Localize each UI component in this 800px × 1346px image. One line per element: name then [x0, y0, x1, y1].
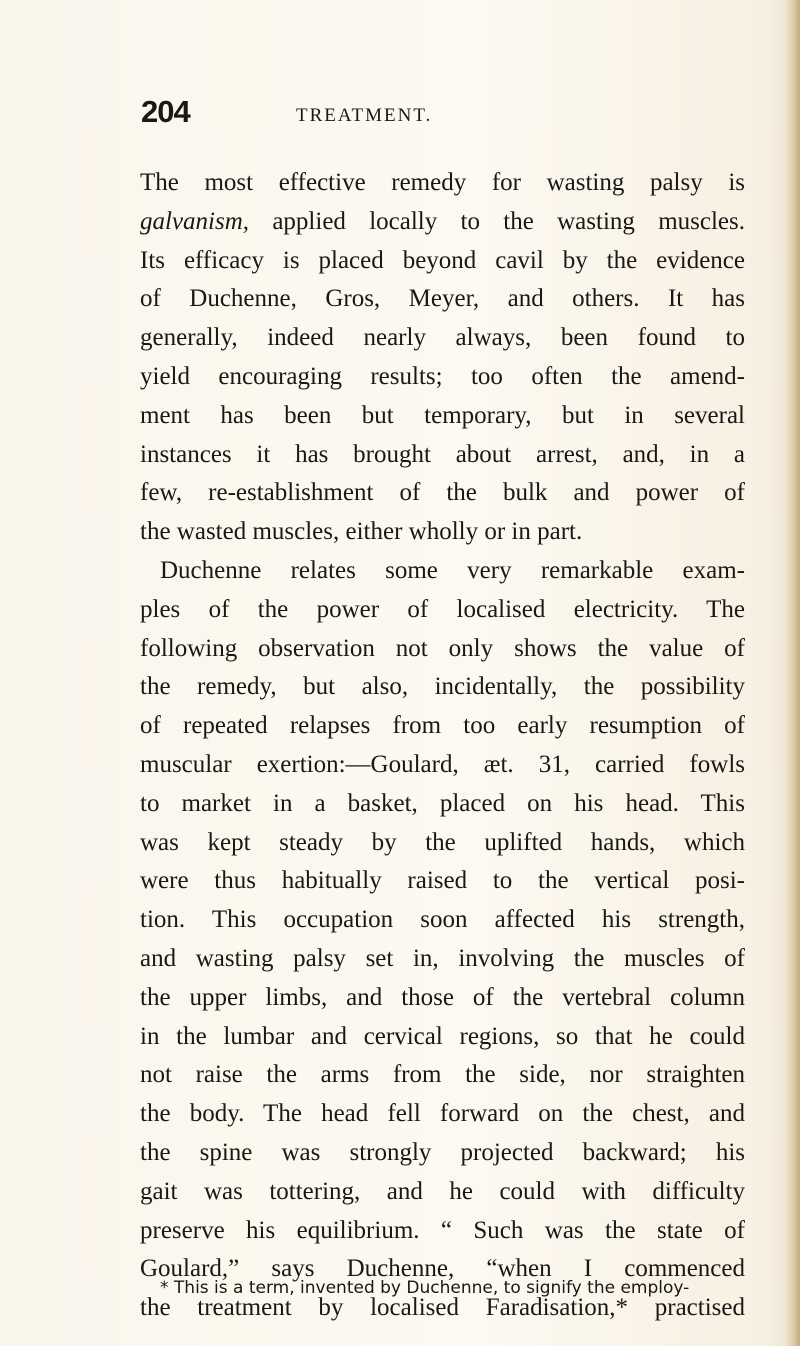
text-line: in the lumbar and cervical regions, so that he could	[140, 1022, 745, 1050]
text-line: muscular exertion:—Goulard, æt. 31, carried fowls	[140, 750, 745, 778]
text-line: preserve his equilibrium. “ Such was the state of	[140, 1216, 745, 1244]
text-line: the upper limbs, and those of the vertebral column	[140, 983, 745, 1011]
page-header	[0, 92, 800, 136]
text-line: the wasted muscles, either wholly or in part.	[140, 518, 583, 546]
text-line: tion. This occupation soon affected his strength,	[140, 906, 745, 934]
body-text	[140, 164, 745, 1328]
text-line: and wasting palsy set in, involving the muscles of	[140, 944, 745, 972]
text-line: of repeated relapses from too early resumption of	[140, 712, 745, 740]
text-line: of Duchenne, Gros, Meyer, and others. It has	[140, 285, 745, 313]
text-line: gait was tottering, and he could with difficulty	[140, 1177, 745, 1205]
footnote: * This is a term, invented by Duchenne, to signify the employ-	[160, 1278, 690, 1298]
text-line-italic-start	[140, 203, 745, 242]
text-line: generally, indeed nearly always, been found to	[140, 324, 745, 352]
text-line: following observation not only shows the value of	[140, 634, 745, 662]
text-line: Duchenne relates some very remarkable exam-	[160, 556, 745, 584]
text-line: yield encouraging results; too often the amend-	[140, 362, 745, 390]
text-line: ples of the power of localised electricity. The	[140, 595, 745, 623]
text-line: the body. The head fell forward on the chest, and	[140, 1100, 745, 1128]
italic-word: galvanism,	[140, 207, 250, 235]
text-line: The most effective remedy for wasting palsy is	[140, 169, 745, 196]
text-line: the spine was strongly projected backward; his	[140, 1138, 745, 1166]
text-line: were thus habitually raised to the vertical posi-	[140, 867, 745, 895]
text-line-remainder: applied locally to the wasting muscles.	[249, 207, 745, 235]
page-number: 204	[141, 94, 190, 129]
text-line: to market in a basket, placed on his head. This	[140, 789, 745, 817]
text-line: was kept steady by the uplifted hands, which	[140, 828, 745, 856]
text-line: ment has been but temporary, but in several	[140, 401, 745, 429]
text-line: Its efficacy is placed beyond cavil by the evidence	[140, 246, 745, 274]
page-edge	[786, 0, 800, 1346]
text-line: the treatment by localised Faradisation,* practised	[140, 1294, 745, 1322]
text-line: the remedy, but also, incidentally, the possibility	[140, 673, 745, 701]
text-line: instances it has brought about arrest, and, in a	[140, 440, 745, 468]
text-line: few, re-establishment of the bulk and power of	[140, 479, 745, 507]
text-line: not raise the arms from the side, nor straighten	[140, 1061, 745, 1089]
text-line: Goulard,” says Duchenne, “when I commenced	[140, 1255, 745, 1283]
running-head: TREATMENT.	[296, 105, 433, 126]
